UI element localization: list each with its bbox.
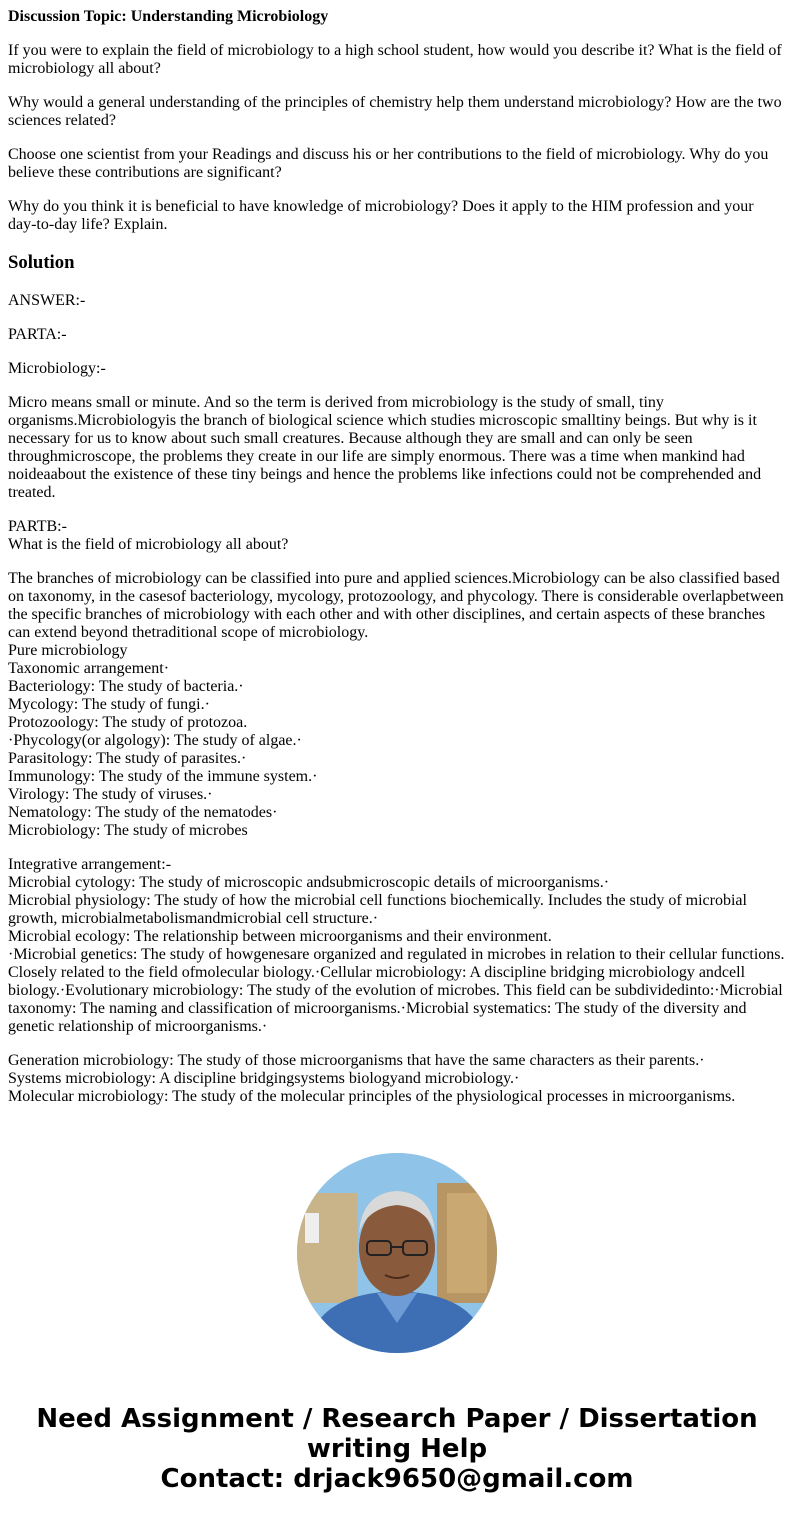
- list-item: Generation microbiology: The study of those microorganisms that have the same characters as their parents.·: [8, 1052, 705, 1069]
- final-section: [8, 1052, 786, 1106]
- list-item: Integrative arrangement:-: [8, 856, 172, 873]
- list-item: Microbial ecology: The relationship between microorganisms and their environment.: [8, 928, 552, 945]
- part-b-question: What is the field of microbiology all about?: [8, 536, 289, 553]
- list-item: Parasitology: The study of parasites.·: [8, 750, 247, 767]
- list-item: Mycology: The study of fungi.·: [8, 696, 210, 713]
- promo-line-2: writing Help: [306, 1434, 488, 1464]
- list-item: ·Phycology(or algology): The study of algae.·: [8, 732, 302, 749]
- part-b-text: The branches of microbiology can be classified into pure and applied sciences.Microbiology can be also classified based on taxonomy, in the casesof bacteriology, mycology, protozoology, and phycology. There is considerable overlapbetween the specific branches of microbiology with each other and with other disciplines, and certain aspects of these branches can extend beyond thetraditional scope of microbiology.: [8, 570, 784, 641]
- list-item: Microbial physiology: The study of how the microbial cell functions biochemically. Includes the study of microbial growth, microbialmetabolismandmicrobial cell structure.·: [8, 892, 747, 927]
- document-body: [8, 8, 786, 1122]
- list-item: Taxonomic arrangement·: [8, 660, 170, 677]
- promo-line-1: Need Assignment / Research Paper / Dissertation: [36, 1404, 758, 1434]
- answer-label: ANSWER:-: [8, 292, 86, 309]
- question-1: If you were to explain the field of microbiology to a high school student, how would you describe it? What is the field of microbiology all about?: [8, 42, 782, 77]
- microbiology-label: Microbiology:-: [8, 360, 106, 377]
- list-item: Bacteriology: The study of bacteria.·: [8, 678, 244, 695]
- list-item: Molecular microbiology: The study of the molecular principles of the physiological processes in microorganisms.: [8, 1088, 736, 1105]
- list-item: Pure microbiology: [8, 642, 128, 659]
- author-avatar: [297, 1153, 497, 1353]
- question-2: Why would a general understanding of the principles of chemistry help them understand microbiology? How are the two sciences related?: [8, 94, 782, 129]
- promo-banner: [0, 1404, 794, 1494]
- part-b-section: [8, 570, 786, 840]
- part-a-text: Micro means small or minute. And so the term is derived from microbiology is the study of small, tiny organisms.Microbiologyis the branch of biological science which studies microscopic smalltiny beings. But why is it necessary for us to know about such small creatures. Because although they are small and can only be seen throughmicroscope, the problems they create in our life are simply enormous. There was a time when mankind had noideaabout the existence of these tiny beings and hence the problems like infections could not be comprehended and treated.: [8, 394, 762, 501]
- list-item: Protozoology: The study of protozoa.: [8, 714, 248, 731]
- list-item: Nematology: The study of the nematodes·: [8, 804, 278, 821]
- question-4: Why do you think it is beneficial to have knowledge of microbiology? Does it apply to the HIM profession and your day-to-day life? Explain.: [8, 198, 754, 233]
- integrative-section: [8, 856, 786, 1036]
- promo-contact: Contact: drjack9650@gmail.com: [160, 1464, 634, 1494]
- list-item: Microbial cytology: The study of microscopic andsubmicroscopic details of microorganisms.·: [8, 874, 610, 891]
- list-item: Microbiology: The study of microbes: [8, 822, 248, 839]
- portrait-illustration: [297, 1153, 497, 1353]
- list-item: Systems microbiology: A discipline bridgingsystems biologyand microbiology.·: [8, 1070, 520, 1087]
- part-a-label: PARTA:-: [8, 326, 67, 343]
- solution-heading: Solution: [8, 252, 75, 273]
- list-item: Immunology: The study of the immune system.·: [8, 768, 318, 785]
- topic-title: Discussion Topic: Understanding Microbiology: [8, 8, 329, 25]
- list-item: Virology: The study of viruses.·: [8, 786, 213, 803]
- list-item: ·Microbial genetics: The study of howgenesare organized and regulated in microbes in relation to their cellular functions. Closely related to the field ofmolecular biology.·Cellular microbiology: A discipline bridging microbiology andcell biology.·Evolutionary microbiology: The study of the evolution of microbes. This field can be subdividedinto:·Microbial taxonomy: The naming and classification of microorganisms.·Microbial systematics: The study of the diversity and genetic relationship of microorganisms.·: [8, 946, 785, 1035]
- part-b-label: PARTB:-: [8, 518, 67, 535]
- part-b-block: [8, 518, 786, 554]
- question-3: Choose one scientist from your Readings and discuss his or her contributions to the field of microbiology. Why do you believe these contributions are significant?: [8, 146, 769, 181]
